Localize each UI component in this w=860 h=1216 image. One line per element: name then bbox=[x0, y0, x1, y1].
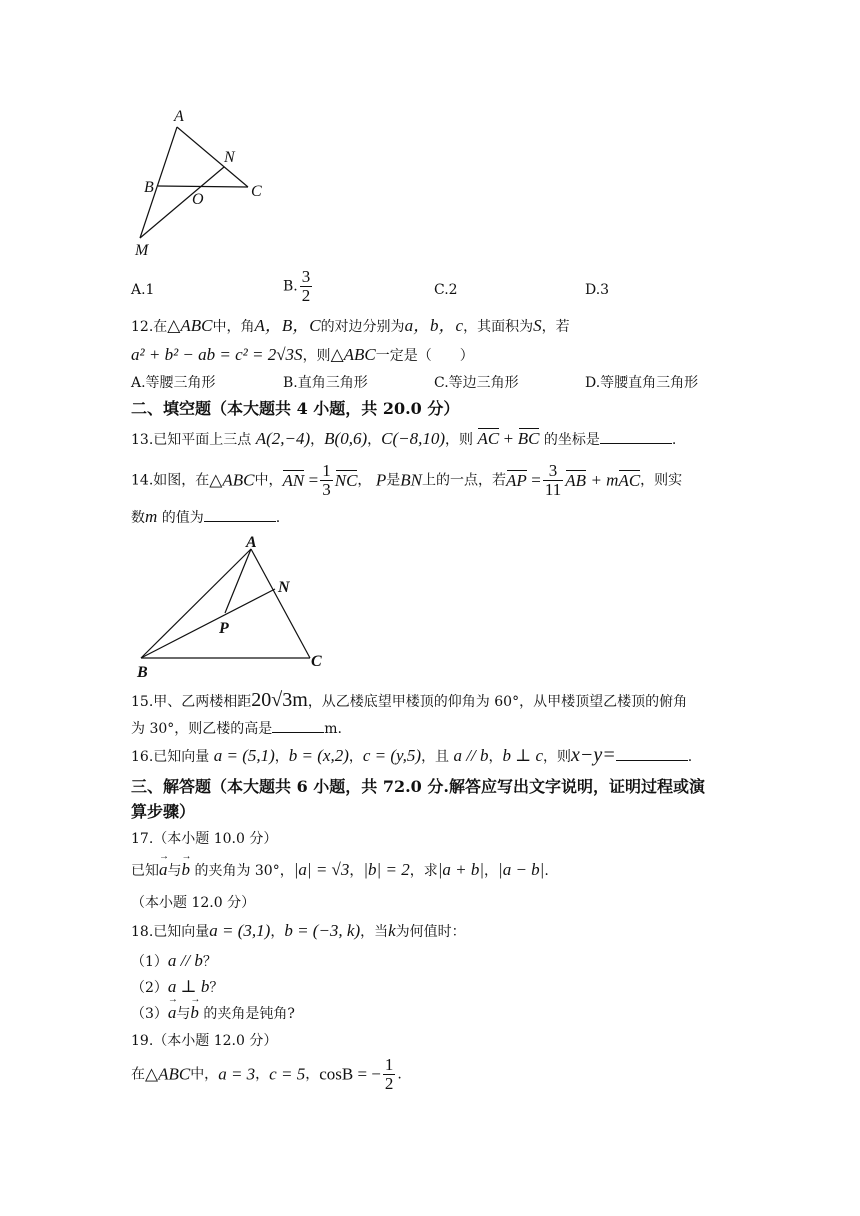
figure-triangle-abc-np bbox=[133, 533, 333, 683]
q12-option-a: A.等腰三角形 bbox=[131, 375, 216, 391]
q14-fraction-3-11: $\frac{3}{11}$ bbox=[544, 461, 562, 499]
q16: 16.已知向量 a = (5,1)，b = (x,2)，c = (y,5)，且 a // b，b ⊥ c，则x−y= . bbox=[131, 744, 693, 766]
section-heading-solutions-l1: 三、解答题（本大题共 6 小题，共 72.0 分.解答应写出文字说明，证明过程或演 bbox=[131, 777, 705, 796]
q17-heading: 17.（本小题 10.0 分） bbox=[131, 831, 278, 847]
q14-fraction-1-3: $\frac{1}{3}$ bbox=[322, 461, 331, 499]
q12-option-c: C.等边三角形 bbox=[434, 375, 519, 391]
q18-heading: （本小题 12.0 分） bbox=[131, 895, 256, 911]
q13: 13.已知平面上三点 A(2,−4)，B(0,6)，C(−8,10)，则 AC + BC 的坐标是 . bbox=[131, 429, 677, 448]
q12-line2: a² + b² − ab = c² = 2√3S，则△ABC一定是（ ） bbox=[131, 345, 474, 364]
label-m: M bbox=[135, 242, 149, 259]
label-c: C bbox=[311, 653, 322, 670]
q12-formula: a² + b² − ab = c² = 2√3S bbox=[131, 345, 303, 364]
option-a: A.1 bbox=[131, 282, 155, 298]
q19-heading: 19.（本小题 12.0 分） bbox=[131, 1033, 278, 1049]
q18-part-2: （2）a ⊥ b？ bbox=[131, 977, 224, 996]
q15-line2: 为 30°，则乙楼的高是 m. bbox=[131, 718, 342, 739]
label-o: O bbox=[192, 191, 204, 208]
q19-fraction-1-2: $\frac{1}{2}$ bbox=[384, 1055, 394, 1093]
label-a: A bbox=[246, 534, 257, 551]
option-b-fraction: $\frac{3}{2}$ bbox=[301, 267, 311, 305]
section-heading-solutions-l2: 算步骤） bbox=[131, 802, 196, 821]
q18-part-1: （1）a // b？ bbox=[131, 951, 217, 970]
option-b bbox=[283, 268, 314, 305]
label-p: P bbox=[219, 620, 229, 637]
label-n: N bbox=[278, 579, 290, 596]
option-c: C.2 bbox=[434, 282, 458, 298]
label-b: B bbox=[144, 179, 154, 196]
figure-triangle-abc-mn bbox=[130, 100, 280, 265]
q18-body: 18.已知向量a = (3,1)，b = (−3, k)，当k为何值时： bbox=[131, 921, 466, 940]
option-b-prefix: B. bbox=[283, 278, 298, 295]
label-c: C bbox=[251, 183, 262, 200]
label-a: A bbox=[174, 108, 184, 125]
q14-line2: 数m 的值为 . bbox=[131, 507, 281, 526]
label-n: N bbox=[224, 149, 235, 166]
q18-part-3: （3）a →与b → 的夹角是钝角? bbox=[131, 1003, 295, 1024]
q12-line1: 12.在△ABC中，角A，B，C的对边分别为a，b，c，其面积为S，若 bbox=[131, 316, 570, 335]
q14-line1: 14.如图，在△ABC中，AN = $\frac{1}{3}$ NC， P是BN上的一点，若AP = $\frac{3}{11}$ AB + mAC，则实 bbox=[131, 461, 683, 499]
section-heading-fill-in: 二、填空题（本大题共 4 小题，共 20.0 分） bbox=[131, 399, 460, 418]
label-b: B bbox=[137, 664, 148, 681]
q15-line1: 15.甲、乙两楼相距20√3m，从乙楼底望甲楼顶的仰角为 60°，从甲楼顶望乙楼顶的俯角 bbox=[131, 689, 688, 711]
q12-option-d: D.等腰直角三角形 bbox=[585, 375, 699, 391]
option-d: D.3 bbox=[585, 282, 610, 298]
q19-body: 在△ABC中，a = 3，c = 5，cosB = − $\frac{1}{2}$ . bbox=[131, 1055, 402, 1093]
q12-option-b: B.直角三角形 bbox=[283, 375, 368, 391]
q17-body: 已知a →与b → 的夹角为 30°，|a| = √3，|b| = 2，求|a + b|，|a − b|. bbox=[131, 860, 549, 881]
